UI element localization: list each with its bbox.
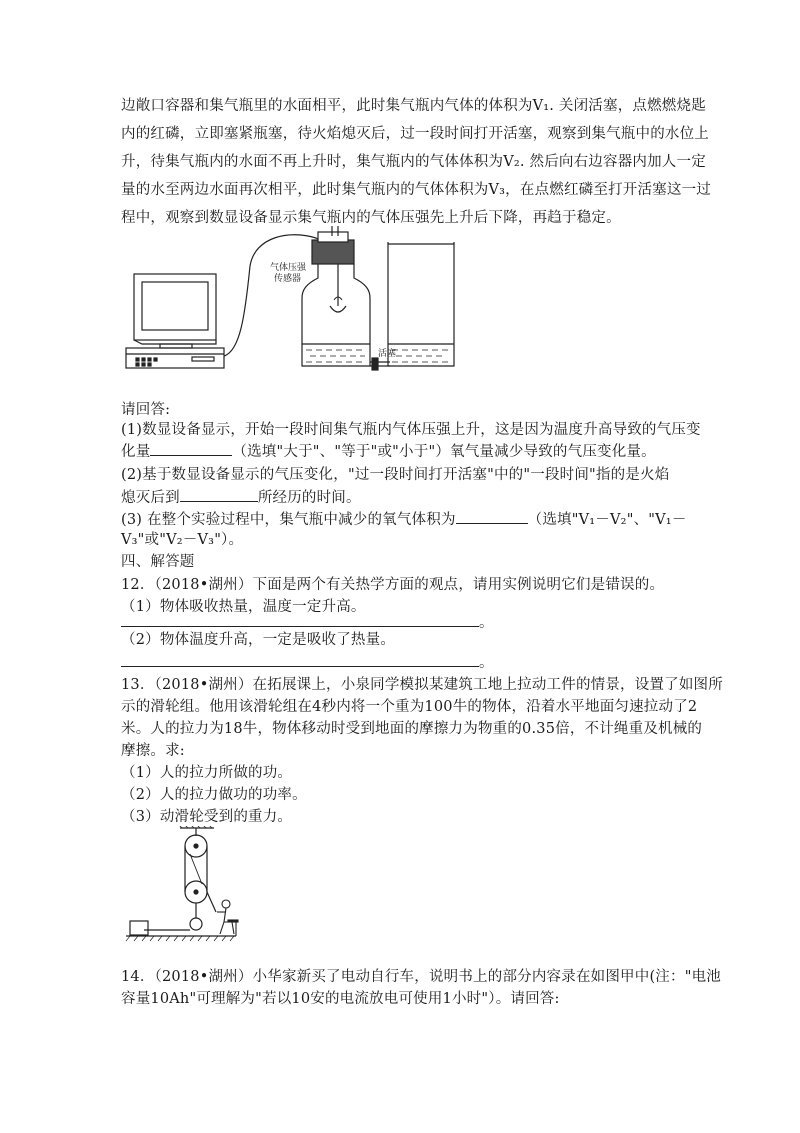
person-icon (217, 900, 238, 936)
pulley-figure (124, 826, 244, 944)
answer-blank-1[interactable] (150, 441, 232, 456)
q12-statement-1: （1）物体吸收热量，温度一定升高。 (121, 599, 366, 615)
q13-line-3: 米。人的拉力为18牛，物体移动时受到地面的摩擦力为物重的0.35倍，不计绳重及机械的 (121, 721, 703, 737)
experiment-figure (120, 226, 470, 386)
q11-part2-line1: (2)基于数显设备显示的气压变化，"过一段时间打开活塞"中的"一段时间"指的是火焰 (121, 467, 670, 483)
intro-line-3: 升，待集气瓶内的水面不再上升时，集气瓶内的气体体积为V₂. 然后向右边容器内加人一定 (121, 154, 706, 170)
q12-answer-line-2 (121, 652, 494, 673)
answer-blank-5[interactable] (121, 652, 479, 667)
section-title: 四、解答题 (121, 554, 195, 570)
intro-line-4: 量的水至两边水面再次相平，此时集气瓶内的气体体积为V₃，在点燃红磷至打开活塞这一过 (121, 182, 711, 198)
q13-line-4: 摩擦。求: (121, 743, 185, 759)
connecting-tube (370, 358, 390, 370)
answer-blank-3[interactable] (456, 509, 528, 524)
q13-line-1: 13．（2018•湖州）在拓展课上，小泉同学模拟某建筑工地上拉动工件的情景，设置了如图所 (121, 677, 723, 693)
intro-line-1: 边敞口容器和集气瓶里的水面相平，此时集气瓶内气体的体积为V₁. 关闭活塞，点燃燃烧匙 (121, 98, 706, 114)
q11-part2-line2 (121, 487, 361, 508)
q11-part3-line2: V₃"或"V₂－V₃"）。 (121, 532, 244, 548)
q11-part2-tail: 所经历的时间。 (257, 490, 361, 506)
q13-sub-3: （3）动滑轮受到的重力。 (121, 809, 293, 825)
q11-part1-line2 (121, 441, 656, 462)
bottle-stopper (312, 226, 354, 264)
q13-sub-1: （1）人的拉力所做的功。 (121, 765, 293, 781)
q11-part3-line1 (121, 509, 687, 530)
intro-line-5: 程中，观察到数显设备显示集气瓶内的气体压强先上升后下降，再趋于稳定。 (121, 210, 621, 226)
answer-blank-4[interactable] (121, 612, 479, 627)
q12-stem: 12．（2018•湖州）下面是两个有关热学方面的观点，请用实例说明它们是错误的。 (121, 577, 665, 593)
q11-part1-lead: 化量 (121, 444, 151, 460)
q14-line-2: 容量10Ah"可理解为"若以10安的电流放电可使用1小时"）。请回答: (121, 991, 560, 1007)
block-icon (130, 921, 148, 935)
intro-line-2: 内的红磷，立即塞紧瓶塞，待火焰熄灭后，过一段时间打开活塞，观察到集气瓶中的水位上 (121, 126, 709, 142)
computer-monitor-icon (134, 274, 216, 348)
q14-line-1: 14．（2018•湖州）小华家新买了电动自行车，说明书上的部分内容录在如图甲中(注："电池 (121, 969, 721, 985)
q12-period-1: 。 (479, 615, 494, 631)
gas-collection-bottle (302, 264, 370, 366)
q11-prompt: 请回答: (121, 402, 171, 418)
q11-part1-line1: (1)数显设备显示，开始一段时间集气瓶内气体压强上升，这是因为温度升高导致的气压变 (121, 422, 701, 438)
digital-display-device (126, 348, 224, 368)
q12-period-2: 。 (479, 655, 494, 671)
q12-statement-2: （2）物体温度升高，一定是吸收了热量。 (121, 632, 396, 648)
q13-line-2: 示的滑轮组。他用该滑轮组在4秒内将一个重为100牛的物体，沿着水平地面匀速拉动了2 (121, 699, 698, 715)
open-container (388, 242, 454, 366)
answer-blank-2[interactable] (180, 487, 258, 502)
q13-sub-2: （2）人的拉力做功的功率。 (121, 787, 307, 803)
valve-label: 活塞 (378, 349, 397, 359)
sensor-label-1: 气体压强 (270, 263, 307, 273)
q11-part3-lead: (3) 在整个实验过程中，集气瓶中减少的氧气体积为 (121, 512, 456, 528)
sensor-label-2: 传感器 (274, 274, 302, 284)
q11-part3-tail: （选填"V₁－V₂"、"V₁－ (527, 512, 687, 528)
q11-part1-tail: （选填"大于"、"等于"或"小于"）氧气量减少导致的气压变化量。 (232, 444, 656, 460)
q11-part2-lead: 熄灭后到 (121, 490, 180, 506)
